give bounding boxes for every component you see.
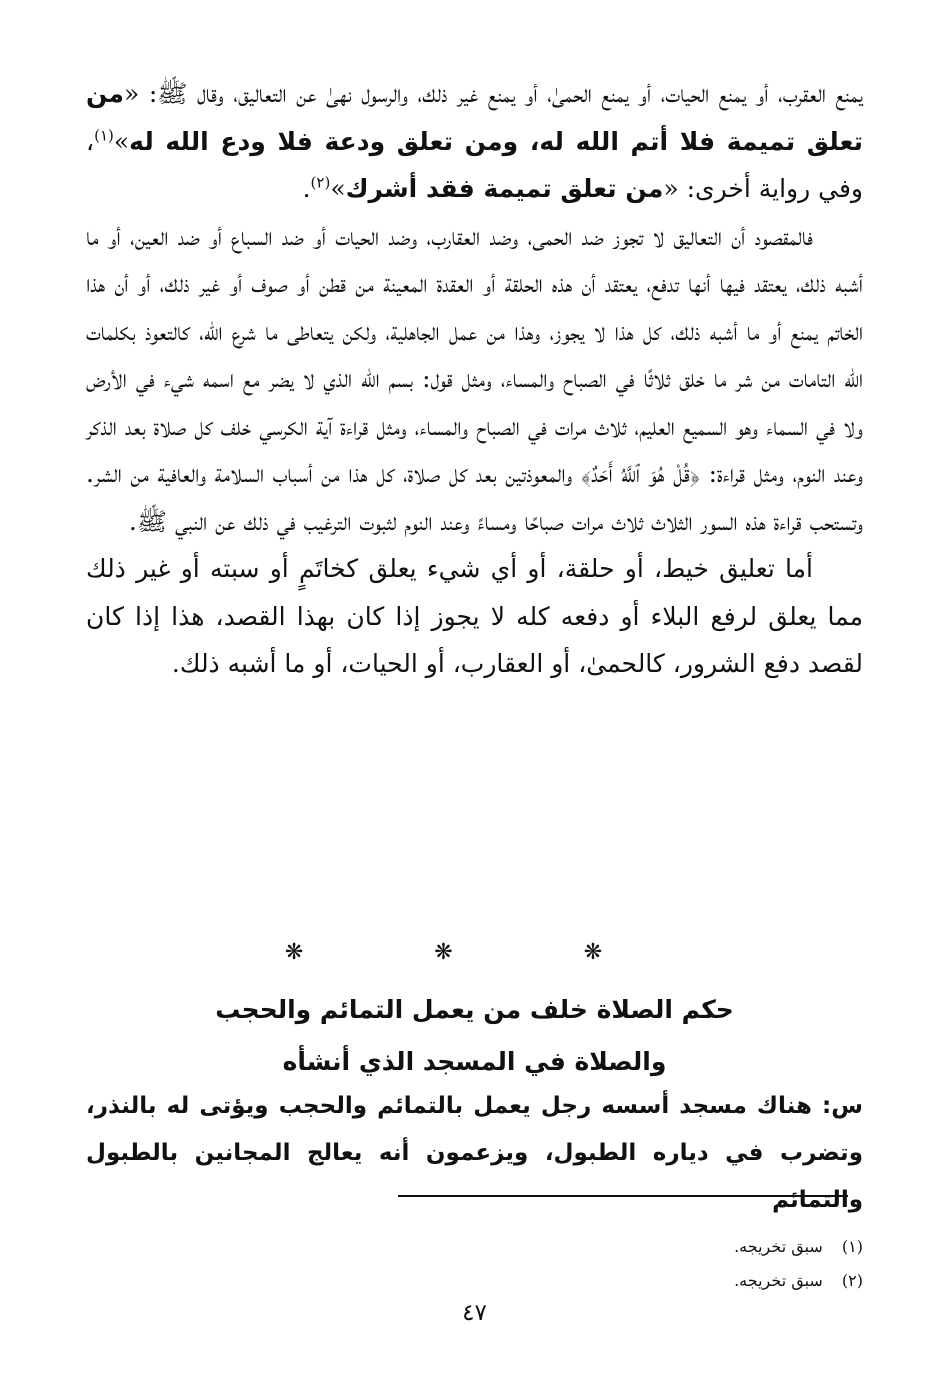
text-run: فالمقصود أن التعاليق لا تجوز ضد الحمى، وضد العقارب، وضد الحيات أو ضد السباع أو ضد العين، أو ما أشبه ذلك، يعتقد فيها أنها تدفع، يعتقد أن هذه الحلقة أو العقدة المعينة من قطن أو صوف أو غير ذلك، أو أن هذا الخاتم يمنع أو ما أشبه ذلك، كل هذا لا يجوز، وهذا من عمل الجاهلية، ولكن يتعاطى ما شرع الله، كالتعوذ بكلمات الله التامات من شر ما خلق ثلاثًا في الصباح والمساء، ومثل قول: بسم الله الذي لا يضر مع اسمه شيء في الأرض ولا في السماء وهو السميع العليم، ثلاث مرات في الصباح والمساء، ومثل قراءة آية الكرسي خلف كل صلاة بعد الذكر وعند النوم، ومثل قراءة: ﴿قُلْ هُوَ ٱللَّهُ أَحَدٌ﴾ والمعوذتين بعد كل صلاة، كل هذا من أسباب السلامة والعافية من الشر. وتستحب قراءة هذه السور الثلاث ثلاث مرات صباحًا ومساءً وعند النوم لثبوت الترغيب في ذلك عن النبي ﷺ. [86,221,863,536]
hadith-quote: من تعلق تميمة فلا أتم الله له، ومن تعلق ودعة فلا ودع الله له [86,79,863,156]
body-text [86,70,863,688]
footnote [463,1264,863,1298]
section-title [0,984,949,1088]
text-run: يمنع العقرب، أو يمنع الحيات، أو يمنع الحمىٰ، أو يمنع غير ذلك، والرسول نهىٰ عن التعاليق، وقال ﷺ: « [123,79,863,108]
question-text: س: هناك مسجد أسسه رجل يعمل بالتمائم والحجب ويؤتى له بالنذر، وتضرب في دياره الطبول، ويزعمون أنه يعالج المجانين بالطبول والتمائم [86,1093,863,1213]
footnote-ref: (٢) [310,173,331,192]
paragraph [86,70,863,213]
footnote-number: (٢) [841,1271,863,1290]
page-number: ٤٧ [462,1300,487,1326]
footnote-text: سبق تخريجه. [734,1237,823,1256]
text-run: ، وفي رواية أخرى: « [86,126,863,203]
section-separator: ❋ ❋ ❋ [284,940,665,965]
paragraph [86,545,863,688]
footnote [463,1230,863,1264]
section-title-line: حكم الصلاة خلف من يعمل التمائم والحجب [215,995,734,1024]
hadith-quote: من تعلق تميمة فقد أشرك [345,174,664,203]
text-run: أما تعليق خيط، أو حلقة، أو أي شيء يعلق كخاتَمٍ أو سبته أو غير ذلك مما يعلق لرفع البلاء أو دفعه كله لا يجوز إذا كان بهذا القصد، هذا إذا كان لقصد دفع الشرور، كالحمىٰ، أو العقارب، أو الحيات، أو ما أشبه ذلك. [86,554,863,678]
footnotes [463,1230,863,1298]
text-run: . [302,174,311,203]
text-run: » [330,174,346,203]
section-title-line: والصلاة في المسجد الذي أنشأه [282,1047,667,1076]
text-run: » [113,126,130,156]
paragraph [86,213,863,546]
footnote-divider [398,1195,848,1197]
footnote-number: (١) [841,1237,863,1256]
footnote-text: سبق تخريجه. [734,1271,823,1290]
footnote-ref: (١) [94,126,114,145]
